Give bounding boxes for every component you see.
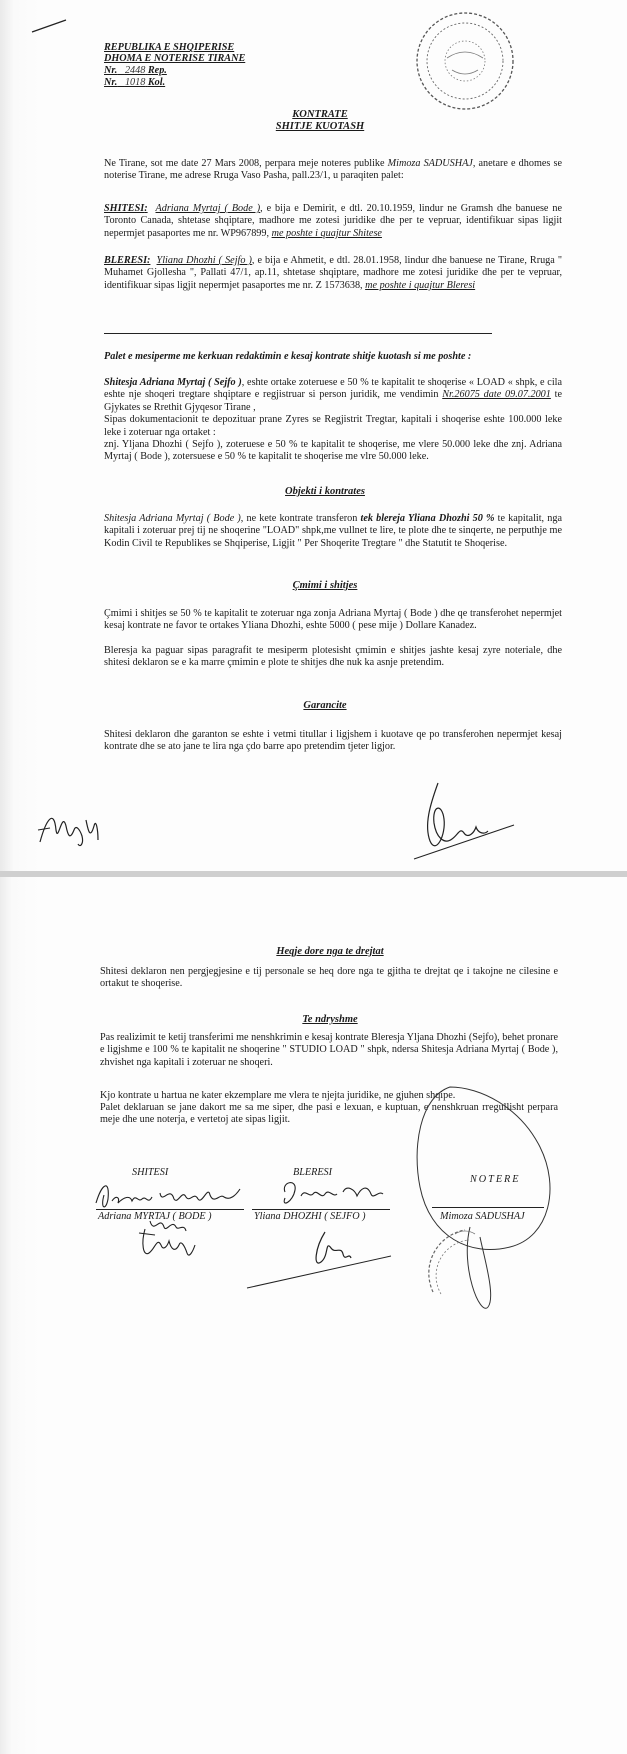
object-paragraph: Shitesja Adriana Myrtaj ( Bode ), ne kete kontrate transferon tek blereja Yliana Dhozhi 50 % te kapitalit, nga kapitali i zoteruar prej tij ne shoqerine "LOAD" shpk,me vullnet te lire, te plote dhe te sinqerte, ne perputhje me Kodin Civil te Republikes se Shqiperise, Ligjit " Per Shoqerite Tregtare " dhe Statutit te Shoqerise. [104, 513, 562, 549]
corner-mark [30, 18, 70, 38]
contract-title: KONTRATE [292, 109, 348, 120]
seller-sign-line [96, 1209, 244, 1210]
company-paragraph: Shitesja Adriana Myrtaj ( Sejfo ), eshte ortake zoteruese e 50 % te kapitalit te shoqerise « LOAD « shpk, e cila eshte nje shoqeri tregtare shqiptare e regjistruar si person juridik, me vendimin Nr.26075 date 09.07.2001 te Gjykates se Rrethit Gjyqesor Tirane , Sipas dokumentacionit te depozituar prane Zyres se Regjistrit Tregtar, kapitali i shoqerise eshte 100.000 leke leke i zoteruar nga ortaket : znj. Yljana Dhozhi ( Sejfo ), zoteruese e 50 % te kapitalit te shoqerise, me vlere 50.000 leke dhe znj. Adriana Myrtaj ( Bode ), zotersuese e 50 % te kapitalit te shoqerise me vlre 50.000 leke. [104, 377, 563, 463]
notary-sign-title: NOTERE [470, 1174, 521, 1185]
buyer-handwritten-signature [245, 1172, 395, 1292]
buyer-paragraph: BLERESI: Yliana Dhozhi ( Sejfo ), e bija e Ahmetit, e dtl. 28.01.1958, lindur dhe banuese ne Tirane, Rruga " Muhamet Gjollesha ", Pallati 47/1, ap.11, shtetase shqiptare, madhore me zotesi juridike dhe per te vepruar, identifikuar sipas ligjit nepermjet pasaportes me nr. Z 1573638, me poshte i quajtur Bleresi [104, 255, 562, 291]
seller-initials-page2 [135, 1223, 205, 1263]
header-chamber: DHOMA E NOTERISE TIRANE [104, 53, 246, 64]
request-line: Palet e mesiperme me kerkuan redaktimin e kesaj kontrate shitje kuotash si me poshte : [104, 351, 472, 362]
buyer-initials-signature [410, 775, 520, 865]
changes-heading: Te ndryshme [302, 1014, 358, 1025]
changes-paragraph-1: Pas realizimit te ketij transferimi me nenshkrimin e kesaj kontrate Bleresja Yljana Dhozhi (Sejfo), behet pronare e ligjshme e 100 % te kapitalit ne shoqerine " STUDIO LOAD " shpk, ndersa Shitesja Adriana Myrtaj ( Bode ), zhvishet nga kapitali i zoteruar ne shoqeri. [100, 1032, 558, 1068]
intro-paragraph: Ne Tirane, sot me date 27 Mars 2008, perpara meje noteres publike Mimoza SADUSHAJ, anetare e dhomes se noterise Tirane, me adrese Rruga Vaso Pasha, pall.23/1, u paraqiten palet: [104, 158, 562, 182]
header-republic: REPUBLIKA E SHQIPERISE [104, 42, 235, 53]
notary-sign-line [432, 1207, 544, 1208]
header-kol-number: Nr. 1018 Kol. [104, 77, 166, 88]
seller-sign-title: SHITESI [132, 1167, 169, 1178]
document-page-2 [0, 877, 627, 1754]
seller-sign-name: Adriana MYRTAJ ( BODE ) [98, 1211, 212, 1222]
price-heading: Çmimi i shitjes [292, 580, 358, 591]
changes-paragraph-3: Palet deklaruan se jane dakort me sa me siper, dhe pasi e lexuan, e kuptuan, e nenshkruan rregullisht perpara meje dhe une noterja, e vertetoj ate sipas ligjit. [100, 1102, 558, 1126]
document-page-1 [0, 0, 627, 873]
object-heading: Objekti i kontrates [285, 486, 365, 497]
price-paragraph-2: Bleresja ka paguar sipas paragrafit te mesiperm plotesisht çmimin e shitjes jashte kesaj zyre noteriale, dhe shitesi deklaron se e ka marre çmimin e plote te shitjes dhe nuk ka asnje pretendim. [104, 645, 562, 669]
buyer-sign-name: Yliana DHOZHI ( SEJFO ) [254, 1211, 366, 1222]
buyer-sign-line [252, 1209, 390, 1210]
changes-paragraph-2: Kjo kontrate u hartua ne kater ekzemplare me vlera te njejta juridike, ne gjuhen shqipe. [100, 1090, 456, 1101]
separator-line [104, 333, 492, 334]
contract-subtitle: SHITJE KUOTASH [275, 121, 365, 132]
seller-paragraph: SHITESI: Adriana Myrtaj ( Bode ), e bija e Demirit, e dtl. 20.10.1959, lindur ne Gramsh dhe banuese ne Toronto Canada, shtetase shqiptare, madhore me zotesi juridike dhe per te vepruar, identifikuar sipas ligjit nepermjet pasaportes me nr. WP967899, me poshte i quajtur Shitese [104, 203, 563, 239]
waiver-paragraph: Shitesi deklaron nen pergjegjesine e tij personale se heq dore nga te gjitha te drejtat qe i takojne ne cilesine e ortakut te shoqerise. [100, 966, 558, 990]
notary-sign-name: Mimoza SADUSHAJ [440, 1211, 525, 1222]
guarantee-heading: Garancite [303, 700, 347, 711]
notary-stamp [412, 8, 518, 114]
notary-stamp-2 [425, 1222, 525, 1312]
waiver-heading: Heqje dore nga te drejtat [276, 946, 384, 957]
guarantee-paragraph: Shitesi deklaron dhe garanton se eshte i vetmi titullar i ligjshem i kuotave qe po transferohen nepermjet kesaj kontrate dhe se ato jane te lira nga çdo barre apo pretendim tjeter ligjor. [104, 729, 562, 753]
header-rep-number: Nr. 2448 Rep. [104, 65, 167, 76]
seller-initials-signature [36, 800, 116, 850]
buyer-sign-title: BLERESI [293, 1167, 333, 1178]
price-paragraph-1: Çmimi i shitjes se 50 % te kapitalit te zoteruar nga zonja Adriana Myrtaj ( Bode ) dhe qe transferohet nepermjet kesaj kontrate ne favor te ortakes Yliana Dhozhi, eshte 5000 ( pese mije ) Dollare Kanadez. [104, 608, 562, 632]
